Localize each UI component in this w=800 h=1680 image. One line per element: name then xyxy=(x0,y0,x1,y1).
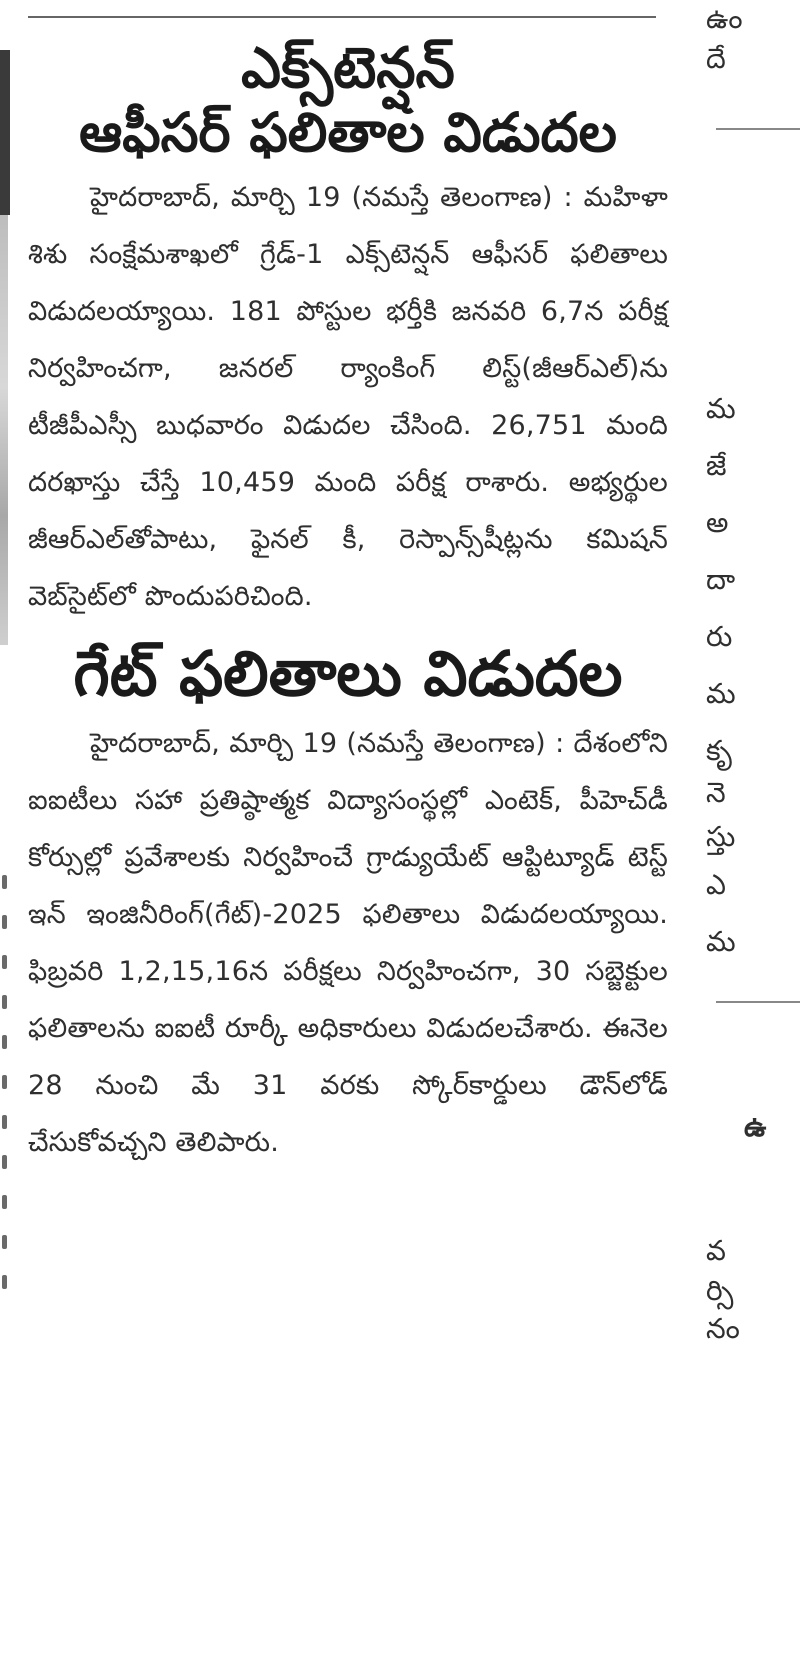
left-column-edge xyxy=(0,50,10,215)
article-column xyxy=(28,36,668,1171)
article1-body: హైదరాబాద్, మార్చి 19 (నమస్తే తెలంగాణ) : మహిళా శిశు సంక్షేమశాఖలో గ్రేడ్-1 ఎక్స్‌టెన్షన్ ఆఫీసర్ ఫలితాలు విడుదలయ్యాయి. 181 పోస్టుల భర్తీకి జనవరి 6,7న పరీక్ష నిర్వహించగా, జనరల్ ర్యాంకింగ్ లిస్ట్(జీఆర్ఎల్)ను టీజీపీఎస్సీ బుధవారం విడుదల చేసింది. 26,751 మంది దరఖాస్తు చేస్తే 10,459 మంది పరీక్ష రాశారు. అభ్యర్థుల జీఆర్ఎల్‌తోపాటు, ఫైనల్ కీ, రెస్పాన్స్‌షీట్లను కమిషన్ వెబ్‌సైట్‌లో పొందుపరిచింది. xyxy=(28,182,668,613)
right-fragment: నె xyxy=(706,776,726,809)
article2-headline: గేట్ ఫలితాలు విడుదల xyxy=(73,637,623,711)
article1-headline-line1: ఎక్స్‌టెన్షన్ xyxy=(241,36,455,101)
left-column-image-edge xyxy=(0,215,8,645)
right-fragment: ఎ xyxy=(706,868,726,901)
right-fragment: ఉం xyxy=(706,2,743,35)
right-fragment: కృ xyxy=(706,734,732,767)
right-fragment: అ xyxy=(706,506,729,539)
right-fragment: దే xyxy=(706,42,726,75)
right-fragment: రు xyxy=(706,620,733,653)
right-fragment: వ xyxy=(706,1234,726,1267)
article1-headline-line2: ఆఫీసర్ ఫలితాల విడుదల xyxy=(79,100,617,164)
right-fragment: ఉ xyxy=(744,1110,767,1143)
right-fragment: దా xyxy=(706,563,736,596)
right-fragment: స్తు xyxy=(706,820,736,853)
right-fragment: ర్సి xyxy=(706,1274,734,1307)
article2-body: హైదరాబాద్, మార్చి 19 (నమస్తే తెలంగాణ) : దేశంలోని ఐఐటీలు సహా ప్రతిష్ఠాత్మక విద్యాసంస్థల్లో ఎంటెక్, పీహెచ్‌డీ కోర్సుల్లో ప్రవేశాలకు నిర్వహించే గ్రాడ్యుయేట్ ఆప్టిట్యూడ్ టెస్ట్ ఇన్ ఇంజినీరింగ్(గేట్)-2025 ఫలితాలు విడుదలయ్యాయి. ఫిబ్రవరి 1,2,15,16న పరీక్షలు నిర్వహించగా, 30 సబ్జెక్టుల ఫలితాలను ఐఐటీ రూర్కీ అధికారులు విడుదలచేశారు. ఈనెల 28 నుంచి మే 31 వరకు స్కోర్‌కార్డులు డౌన్‌లోడ్ చేసుకోవచ్చని తెలిపారు. xyxy=(28,727,668,1158)
right-column-cropped xyxy=(706,0,800,1680)
top-rule xyxy=(28,16,656,18)
right-fragment: జే xyxy=(706,449,727,482)
right-rule xyxy=(716,1001,800,1003)
right-fragment: మ xyxy=(706,677,736,710)
right-fragment: నం xyxy=(706,1312,740,1345)
right-rule xyxy=(716,128,800,130)
left-column-text-edge xyxy=(2,875,10,1289)
right-fragment: మ xyxy=(706,925,736,958)
right-fragment: మ xyxy=(706,392,736,425)
